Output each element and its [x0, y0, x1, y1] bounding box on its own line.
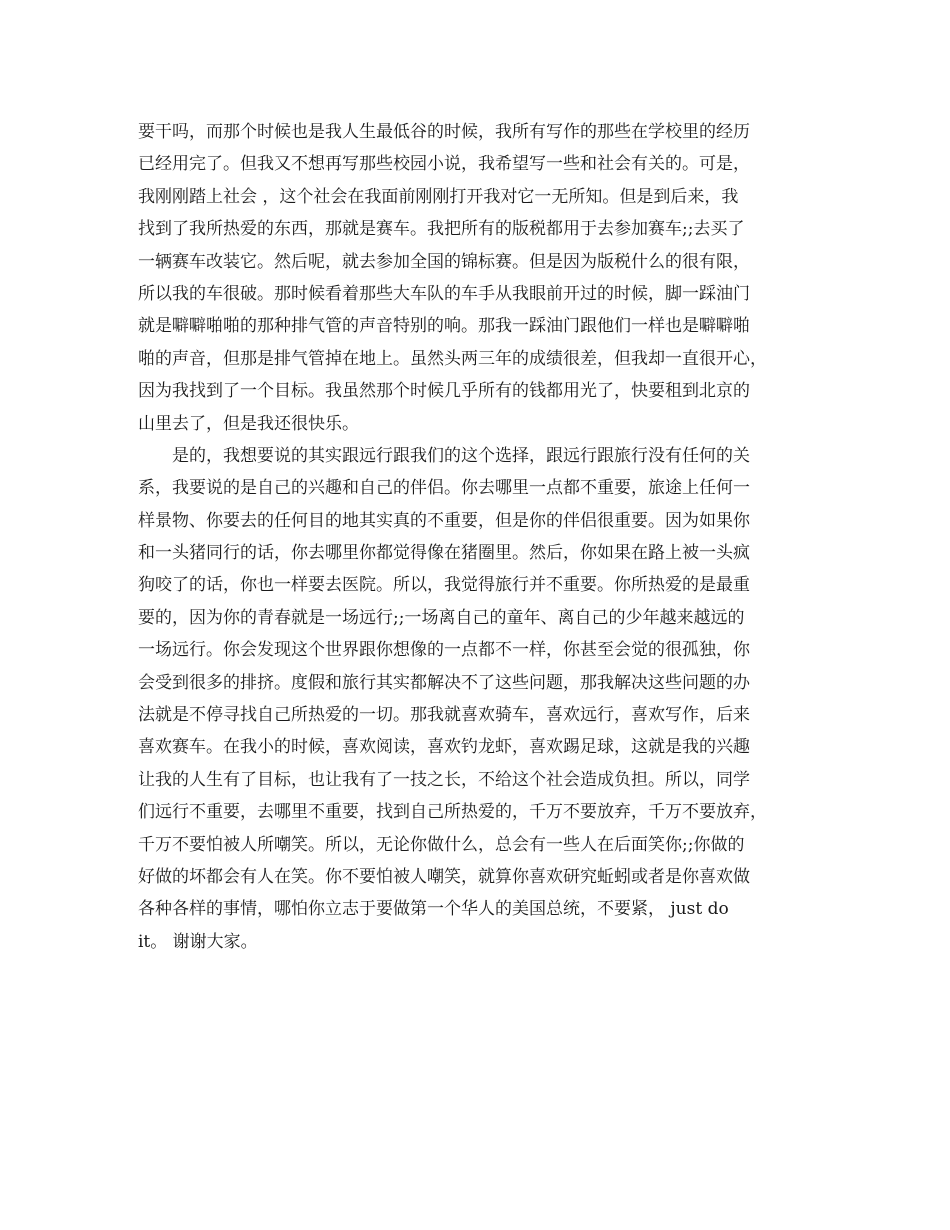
- body-text: [138, 116, 838, 958]
- text-line: 找到了我所热爱的东西，那就是赛车。我把所有的版税都用于去参加赛车;;去买了: [138, 219, 745, 240]
- text-line: 是的，我想要说的其实跟远行跟我们的这个选择，跟远行跟旅行没有任何的关: [138, 445, 750, 466]
- text-line: 所以我的车很破。那时候看着那些大车队的车手从我眼前开过的时候，脚一踩油门: [138, 283, 750, 304]
- text-line: it。 谢谢大家。: [138, 931, 258, 952]
- text-line: 和一头猪同行的话，你去哪里你都觉得像在猪圈里。然后，你如果在路上被一头疯: [138, 543, 750, 564]
- text-line: 好做的坏都会有人在笑。你不要怕被人嘲笑，就算你喜欢研究蚯蚓或者是你喜欢做: [138, 866, 750, 887]
- text-line: 一辆赛车改装它。然后呢，就去参加全国的锦标赛。但是因为版税什么的很有限，: [138, 251, 750, 272]
- text-line: 一场远行。你会发现这个世界跟你想像的一点都不一样，你甚至会觉的很孤独，你: [138, 640, 750, 661]
- text-line: 要的，因为你的青春就是一场远行;;一场离自己的童年、离自己的少年越来越远的: [138, 607, 745, 628]
- text-line: 各种各样的事情，哪怕你立志于要做第一个华人的美国总统，不要紧， just do: [138, 899, 729, 920]
- text-line: 让我的人生有了目标，也让我有了一技之长，不给这个社会造成负担。所以，同学: [138, 769, 750, 790]
- text-line: 系，我要说的是自己的兴趣和自己的伴侣。你去哪里一点都不重要，旅途上任何一: [138, 478, 750, 499]
- text-line: 就是噼噼啪啪的那种排气管的声音特别的响。那我一踩油门跟他们一样也是噼噼啪: [138, 316, 750, 337]
- text-line: 山里去了，但是我还很快乐。: [138, 413, 359, 434]
- text-line: 喜欢赛车。在我小的时候，喜欢阅读，喜欢钓龙虾，喜欢踢足球，这就是我的兴趣: [138, 737, 750, 758]
- text-line: 狗咬了的话，你也一样要去医院。所以，我觉得旅行并不重要。你所热爱的是最重: [138, 575, 750, 596]
- text-line: 因为我找到了一个目标。我虽然那个时候几乎所有的钱都用光了，快要租到北京的: [138, 381, 750, 402]
- text-line: 啪的声音，但那是排气管掉在地上。虽然头两三年的成绩很差，但我却一直很开心，: [138, 348, 767, 369]
- text-line: 我刚刚踏上社会 ，这个社会在我面前刚刚打开我对它一无所知。但是到后来，我: [138, 186, 739, 207]
- text-line: 要干吗，而那个时候也是我人生最低谷的时候，我所有写作的那些在学校里的经历: [138, 122, 750, 142]
- text-line: 法就是不停寻找自己所热爱的一切。那我就喜欢骑车，喜欢远行，喜欢写作，后来: [138, 705, 750, 726]
- text-line: 千万不要怕被人所嘲笑。所以，无论你做什么，总会有一些人在后面笑你;;你做的: [138, 834, 745, 855]
- text-line: 会受到很多的排挤。度假和旅行其实都解决不了这些问题，那我解决这些问题的办: [138, 672, 750, 693]
- text-line: 们远行不重要，去哪里不重要，找到自己所热爱的，千万不要放弃，千万不要放弃，: [138, 802, 767, 823]
- text-line: 样景物、你要去的任何目的地其实真的不重要，但是你的伴侣很重要。因为如果你: [138, 510, 750, 531]
- text-line: 已经用完了。但我又不想再写那些校园小说，我希望写一些和社会有关的。可是，: [138, 154, 750, 175]
